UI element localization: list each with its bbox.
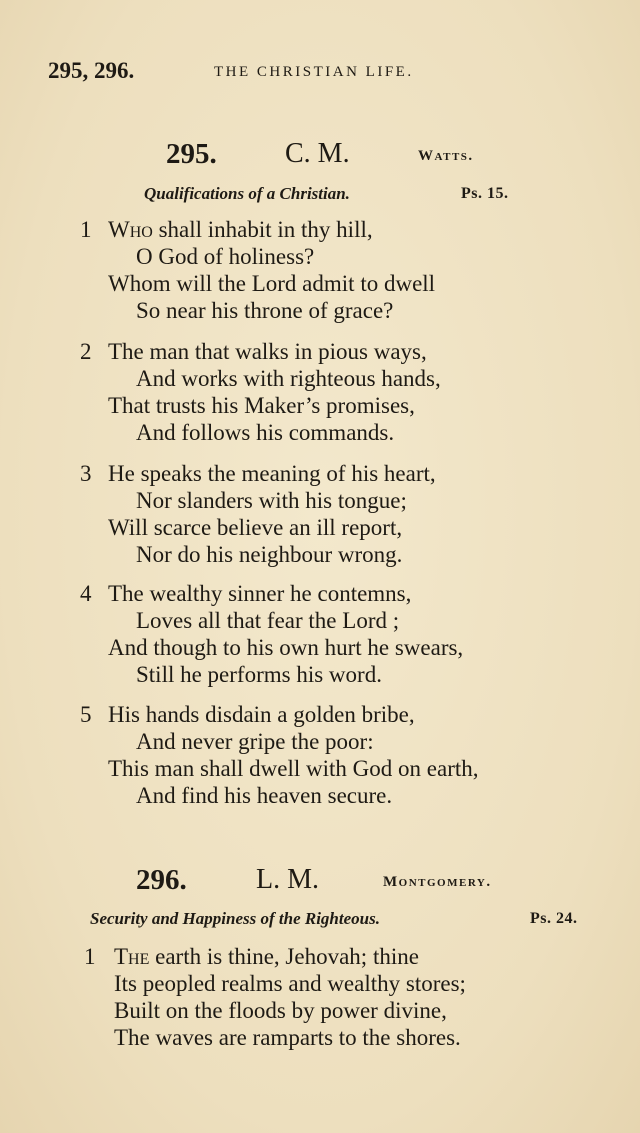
hymn-meter: C. M. <box>285 138 350 169</box>
verse-lead-word: The <box>114 944 150 969</box>
running-title: THE CHRISTIAN LIFE. <box>214 64 414 80</box>
verse-line: And never gripe the poor: <box>136 729 374 754</box>
verse-number: 4 <box>80 581 92 606</box>
verse-line: The wealthy sinner he contemns, <box>108 581 412 606</box>
verse-line-rest: shall inhabit in thy hill, <box>152 217 373 242</box>
verse-number: 5 <box>80 702 92 727</box>
hymn-number: 295. <box>166 138 217 170</box>
verse-line: O God of holiness? <box>136 244 315 269</box>
hymn-295-heading <box>0 138 640 174</box>
verse-line: And though to his own hurt he swears, <box>108 635 464 660</box>
verse-line: And follows his commands. <box>136 420 395 445</box>
verse-line: Built on the floods by power divine, <box>114 998 447 1023</box>
verse-line: And find his heaven secure. <box>136 783 393 808</box>
verse-line: And works with righteous hands, <box>136 366 441 391</box>
hymn-number: 296. <box>136 864 187 896</box>
verse-line: The man that walks in pious ways, <box>108 339 427 364</box>
verse-line: That trusts his Maker’s promises, <box>108 393 415 418</box>
psalm-reference: Ps. 15. <box>461 185 509 202</box>
psalm-reference: Ps. 24. <box>530 910 578 927</box>
verse-line: He speaks the meaning of his heart, <box>108 461 436 486</box>
verse-line: Nor do his neighbour wrong. <box>136 542 403 567</box>
hymn-296-heading <box>0 864 640 900</box>
verse-line: Will scarce believe an ill report, <box>108 515 403 540</box>
verse-line <box>108 216 373 243</box>
running-head <box>48 58 608 88</box>
hymn-author: Watts. <box>418 148 474 164</box>
hymn-295-subtitle-row <box>0 184 640 210</box>
verse-number: 1 <box>84 944 96 969</box>
verse-line-rest: earth is thine, Jehovah; thine <box>149 944 419 969</box>
verse-line: Whom will the Lord admit to dwell <box>108 271 436 296</box>
page-numbers: 295, 296. <box>48 58 135 83</box>
verse-number: 1 <box>80 217 92 242</box>
verse-number: 3 <box>80 461 92 486</box>
verse-line: His hands disdain a golden bribe, <box>108 702 415 727</box>
verse-line <box>114 943 419 970</box>
verse-line: The waves are ramparts to the shores. <box>114 1025 461 1050</box>
verse-line: So near his throne of grace? <box>136 298 394 323</box>
hymn-subtitle: Security and Happiness of the Righteous. <box>90 909 380 928</box>
verse-line: Still he performs his word. <box>136 662 382 687</box>
hymn-296-subtitle-row <box>0 909 640 935</box>
hymn-subtitle: Qualifications of a Christian. <box>144 184 350 203</box>
verse-line: Nor slanders with his tongue; <box>136 488 407 513</box>
verse-line: Loves all that fear the Lord ; <box>136 608 400 633</box>
verse-lead-word: Who <box>108 217 153 242</box>
hymn-meter: L. M. <box>256 864 319 895</box>
verse-number: 2 <box>80 339 92 364</box>
verse-line: Its peopled realms and wealthy stores; <box>114 971 466 996</box>
verse-line: This man shall dwell with God on earth, <box>108 756 479 781</box>
hymn-author: Montgomery. <box>383 874 492 890</box>
